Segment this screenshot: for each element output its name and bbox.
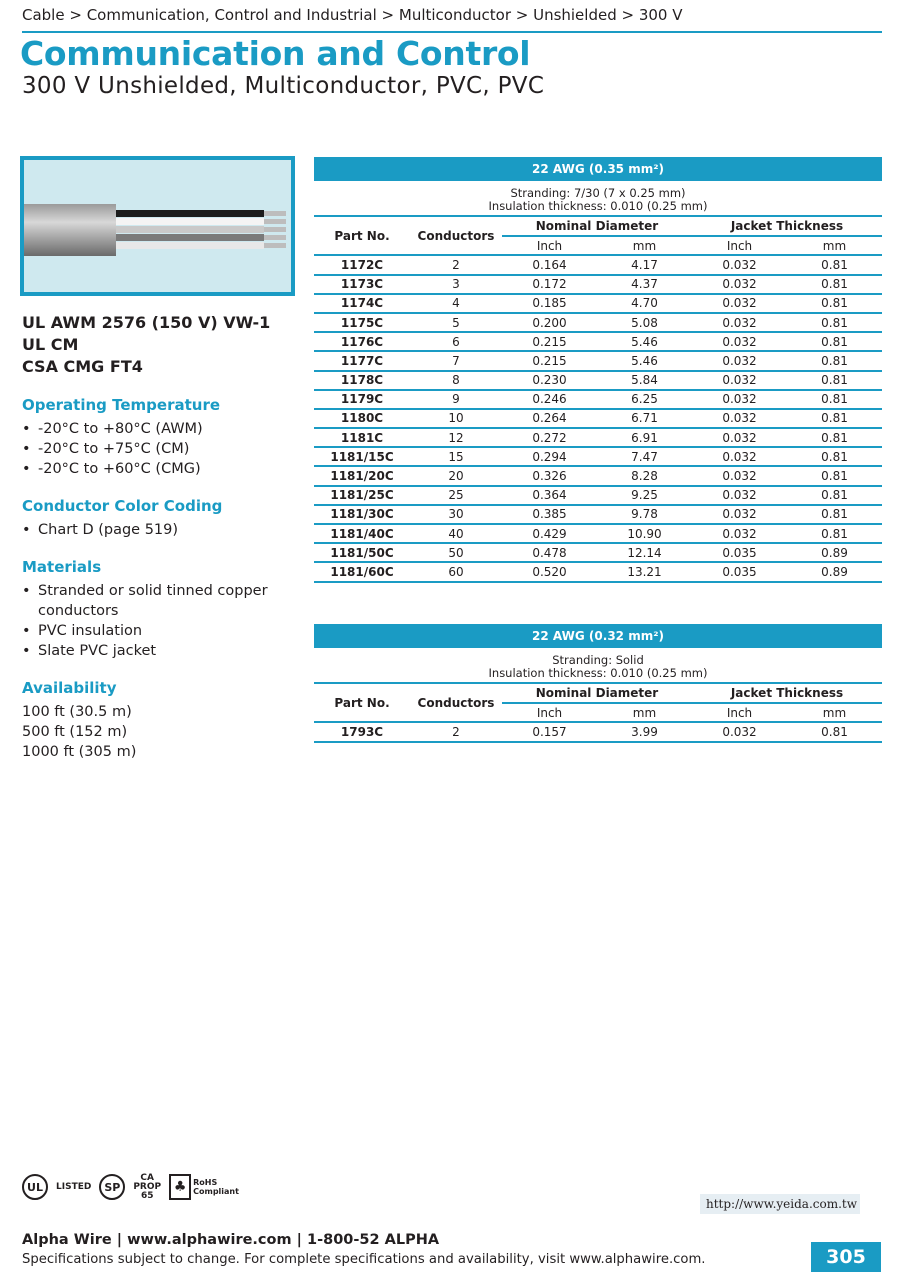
- cell-part-no: 1177C: [314, 351, 410, 370]
- cell-jacket-inch: 0.032: [692, 255, 787, 274]
- cell-jacket-mm: 0.81: [787, 486, 882, 505]
- cell-conductors: 2: [410, 722, 502, 741]
- cell-diameter-mm: 5.46: [597, 332, 692, 351]
- col-part-no: Part No.: [314, 217, 410, 255]
- footer-company: Alpha Wire | www.alphawire.com | 1-800-52 ALPHA: [22, 1232, 440, 1248]
- cell-conductors: 10: [410, 409, 502, 428]
- col-mm: mm: [787, 703, 882, 722]
- cell-part-no: 1178C: [314, 371, 410, 390]
- cell-jacket-mm: 0.81: [787, 505, 882, 524]
- cell-jacket-inch: 0.032: [692, 524, 787, 543]
- cell-diameter-inch: 0.185: [502, 294, 597, 313]
- cell-diameter-inch: 0.385: [502, 505, 597, 524]
- cell-diameter-mm: 8.28: [597, 466, 692, 485]
- stranding-text: Stranding: Solid: [552, 653, 644, 667]
- cell-part-no: 1181/15C: [314, 447, 410, 466]
- cell-diameter-inch: 0.272: [502, 428, 597, 447]
- data-table: [314, 217, 882, 583]
- list-item: • -20°C to +75°C (CM): [22, 439, 312, 459]
- cell-diameter-mm: 9.78: [597, 505, 692, 524]
- cell-jacket-inch: 0.032: [692, 486, 787, 505]
- cell-jacket-mm: 0.81: [787, 428, 882, 447]
- cell-conductors: 7: [410, 351, 502, 370]
- cell-diameter-inch: 0.230: [502, 371, 597, 390]
- cell-diameter-mm: 4.37: [597, 275, 692, 294]
- rohs-line: RoHS: [193, 1178, 218, 1187]
- table-row: [314, 275, 882, 294]
- cell-jacket-mm: 0.81: [787, 409, 882, 428]
- materials-heading: Materials: [22, 558, 102, 576]
- header-rule: [22, 31, 882, 33]
- cell-part-no: 1175C: [314, 313, 410, 332]
- list-item: 1000 ft (305 m): [22, 744, 137, 760]
- cell-diameter-mm: 5.84: [597, 371, 692, 390]
- table-row: [314, 447, 882, 466]
- table-header: 22 AWG (0.32 mm²): [314, 624, 882, 648]
- table-body: [314, 722, 882, 741]
- cell-diameter-inch: 0.164: [502, 255, 597, 274]
- table-info: [314, 181, 882, 217]
- list-item: • -20°C to +60°C (CMG): [22, 459, 312, 479]
- website-link[interactable]: http://www.yeida.com.tw: [700, 1194, 860, 1214]
- cell-jacket-mm: 0.81: [787, 255, 882, 274]
- approval-1: UL AWM 2576 (150 V) VW-1: [22, 313, 271, 332]
- col-jacket-thickness: Jacket Thickness: [692, 684, 882, 703]
- cell-jacket-mm: 0.81: [787, 351, 882, 370]
- prop65-logo: [133, 1174, 161, 1201]
- breadcrumb: Cable > Communication, Control and Industrial > Multiconductor > Unshielded > 300 V: [22, 6, 683, 24]
- insulation-text: Insulation thickness: 0.010 (0.25 mm): [488, 666, 708, 680]
- cell-part-no: 1174C: [314, 294, 410, 313]
- cell-jacket-mm: 0.81: [787, 447, 882, 466]
- cell-jacket-inch: 0.032: [692, 466, 787, 485]
- page-subtitle: 300 V Unshielded, Multiconductor, PVC, PVC: [22, 73, 545, 99]
- spec-table-2: [314, 624, 882, 743]
- cell-part-no: 1179C: [314, 390, 410, 409]
- cell-diameter-inch: 0.215: [502, 351, 597, 370]
- cell-jacket-inch: 0.032: [692, 722, 787, 741]
- availability-list: [22, 702, 312, 762]
- cell-diameter-mm: 9.25: [597, 486, 692, 505]
- cell-part-no: 1793C: [314, 722, 410, 741]
- data-table: [314, 684, 882, 743]
- cell-jacket-mm: 0.81: [787, 275, 882, 294]
- cell-jacket-mm: 0.81: [787, 371, 882, 390]
- color-coding-heading: Conductor Color Coding: [22, 497, 223, 515]
- cell-jacket-mm: 0.81: [787, 466, 882, 485]
- ul-logo: UL: [22, 1174, 48, 1200]
- cell-jacket-inch: 0.032: [692, 332, 787, 351]
- list-item: • -20°C to +80°C (AWM): [22, 419, 312, 439]
- cell-part-no: 1181/20C: [314, 466, 410, 485]
- list-item: • Slate PVC jacket: [22, 641, 312, 661]
- list-item: • Stranded or solid tinned copper conductors: [22, 581, 312, 621]
- footer-note: Specifications subject to change. For complete specifications and availability, visit www.alphawire.com.: [22, 1252, 706, 1267]
- table-row: [314, 390, 882, 409]
- cell-conductors: 12: [410, 428, 502, 447]
- cell-jacket-inch: 0.032: [692, 313, 787, 332]
- col-inch: Inch: [502, 236, 597, 255]
- cell-diameter-inch: 0.264: [502, 409, 597, 428]
- cell-jacket-mm: 0.81: [787, 722, 882, 741]
- cell-diameter-inch: 0.478: [502, 543, 597, 562]
- operating-temperature-heading: Operating Temperature: [22, 396, 221, 414]
- cell-diameter-inch: 0.364: [502, 486, 597, 505]
- cell-conductors: 60: [410, 562, 502, 581]
- col-mm: mm: [787, 236, 882, 255]
- prop65-line: 65: [140, 1190, 154, 1201]
- rohs-logo: [169, 1174, 239, 1200]
- table-row: [314, 294, 882, 313]
- cell-diameter-inch: 0.429: [502, 524, 597, 543]
- cell-jacket-inch: 0.032: [692, 275, 787, 294]
- rohs-line: Compliant: [193, 1187, 239, 1196]
- stranding-text: Stranding: 7/30 (7 x 0.25 mm): [510, 186, 686, 200]
- cell-part-no: 1173C: [314, 275, 410, 294]
- tree-icon: ♣: [169, 1174, 191, 1200]
- col-conductors: Conductors: [410, 217, 502, 255]
- cell-conductors: 4: [410, 294, 502, 313]
- cell-jacket-inch: 0.032: [692, 409, 787, 428]
- col-inch: Inch: [502, 703, 597, 722]
- table-row: [314, 255, 882, 274]
- cell-jacket-inch: 0.032: [692, 351, 787, 370]
- cell-part-no: 1181/60C: [314, 562, 410, 581]
- cell-diameter-inch: 0.157: [502, 722, 597, 741]
- spec-table-1: [314, 157, 882, 583]
- col-inch: Inch: [692, 703, 787, 722]
- cell-diameter-inch: 0.326: [502, 466, 597, 485]
- cell-diameter-mm: 6.25: [597, 390, 692, 409]
- col-nominal-diameter: Nominal Diameter: [502, 217, 692, 236]
- csa-logo: SP: [99, 1174, 125, 1200]
- cell-jacket-mm: 0.81: [787, 294, 882, 313]
- table-header: 22 AWG (0.35 mm²): [314, 157, 882, 181]
- table-body: [314, 255, 882, 581]
- table-row: [314, 505, 882, 524]
- cell-diameter-mm: 4.70: [597, 294, 692, 313]
- cell-diameter-mm: 10.90: [597, 524, 692, 543]
- cable-image: [20, 156, 295, 296]
- cell-conductors: 8: [410, 371, 502, 390]
- col-nominal-diameter: Nominal Diameter: [502, 684, 692, 703]
- cell-jacket-inch: 0.032: [692, 428, 787, 447]
- cell-jacket-inch: 0.032: [692, 505, 787, 524]
- table-row: [314, 543, 882, 562]
- color-coding-list: [22, 520, 312, 540]
- cell-jacket-mm: 0.89: [787, 562, 882, 581]
- cell-diameter-mm: 6.71: [597, 409, 692, 428]
- insulation-text: Insulation thickness: 0.010 (0.25 mm): [488, 199, 708, 213]
- cell-diameter-mm: 12.14: [597, 543, 692, 562]
- cell-conductors: 20: [410, 466, 502, 485]
- ul-listed-text: LISTED: [56, 1182, 92, 1192]
- list-item: 500 ft (152 m): [22, 724, 128, 740]
- col-part-no: Part No.: [314, 684, 410, 722]
- table-row: [314, 722, 882, 741]
- cell-diameter-mm: 4.17: [597, 255, 692, 274]
- table-row: [314, 332, 882, 351]
- spec-column: [22, 312, 312, 762]
- cell-conductors: 25: [410, 486, 502, 505]
- cell-diameter-mm: 3.99: [597, 722, 692, 741]
- cell-jacket-inch: 0.035: [692, 562, 787, 581]
- table-row: [314, 486, 882, 505]
- cell-diameter-inch: 0.200: [502, 313, 597, 332]
- table-row: [314, 371, 882, 390]
- operating-temperature-list: [22, 419, 312, 479]
- cell-conductors: 5: [410, 313, 502, 332]
- cell-diameter-inch: 0.294: [502, 447, 597, 466]
- cell-part-no: 1181/30C: [314, 505, 410, 524]
- table-row: [314, 313, 882, 332]
- page-number: 305: [811, 1242, 881, 1272]
- table-info: [314, 648, 882, 684]
- cell-conductors: 6: [410, 332, 502, 351]
- cell-conductors: 3: [410, 275, 502, 294]
- cell-jacket-inch: 0.032: [692, 390, 787, 409]
- cell-diameter-mm: 6.91: [597, 428, 692, 447]
- cell-conductors: 40: [410, 524, 502, 543]
- cell-part-no: 1181/50C: [314, 543, 410, 562]
- cell-diameter-inch: 0.215: [502, 332, 597, 351]
- prop65-line: PROP: [133, 1181, 162, 1192]
- list-item: 100 ft (30.5 m): [22, 704, 132, 720]
- col-jacket-thickness: Jacket Thickness: [692, 217, 882, 236]
- cell-jacket-mm: 0.81: [787, 332, 882, 351]
- cell-diameter-mm: 7.47: [597, 447, 692, 466]
- cell-diameter-inch: 0.246: [502, 390, 597, 409]
- cell-jacket-inch: 0.032: [692, 371, 787, 390]
- cell-jacket-inch: 0.032: [692, 447, 787, 466]
- cell-diameter-mm: 13.21: [597, 562, 692, 581]
- cell-jacket-mm: 0.81: [787, 313, 882, 332]
- cell-part-no: 1176C: [314, 332, 410, 351]
- col-conductors: Conductors: [410, 684, 502, 722]
- prop65-line: CA: [140, 1172, 154, 1183]
- cell-diameter-inch: 0.520: [502, 562, 597, 581]
- cell-jacket-inch: 0.035: [692, 543, 787, 562]
- cell-jacket-mm: 0.81: [787, 390, 882, 409]
- col-mm: mm: [597, 236, 692, 255]
- table-row: [314, 428, 882, 447]
- cell-part-no: 1181/25C: [314, 486, 410, 505]
- col-inch: Inch: [692, 236, 787, 255]
- table-row: [314, 466, 882, 485]
- cell-part-no: 1180C: [314, 409, 410, 428]
- cell-part-no: 1181/40C: [314, 524, 410, 543]
- materials-list: [22, 581, 312, 661]
- col-mm: mm: [597, 703, 692, 722]
- cell-diameter-mm: 5.46: [597, 351, 692, 370]
- cell-conductors: 30: [410, 505, 502, 524]
- cell-diameter-inch: 0.172: [502, 275, 597, 294]
- table-row: [314, 524, 882, 543]
- cell-conductors: 50: [410, 543, 502, 562]
- page-title: Communication and Control: [20, 34, 531, 73]
- list-item: • PVC insulation: [22, 621, 312, 641]
- cell-jacket-mm: 0.81: [787, 524, 882, 543]
- list-item: • Chart D (page 519): [22, 520, 312, 540]
- certification-logos: [22, 1170, 239, 1204]
- table-row: [314, 409, 882, 428]
- approval-3: CSA CMG FT4: [22, 357, 143, 376]
- cell-conductors: 2: [410, 255, 502, 274]
- availability-heading: Availability: [22, 679, 117, 697]
- cell-part-no: 1181C: [314, 428, 410, 447]
- approval-2: UL CM: [22, 335, 79, 354]
- table-row: [314, 562, 882, 581]
- cell-part-no: 1172C: [314, 255, 410, 274]
- table-row: [314, 351, 882, 370]
- cell-jacket-mm: 0.89: [787, 543, 882, 562]
- cell-jacket-inch: 0.032: [692, 294, 787, 313]
- cell-conductors: 15: [410, 447, 502, 466]
- cell-conductors: 9: [410, 390, 502, 409]
- approvals: [22, 312, 312, 378]
- cell-diameter-mm: 5.08: [597, 313, 692, 332]
